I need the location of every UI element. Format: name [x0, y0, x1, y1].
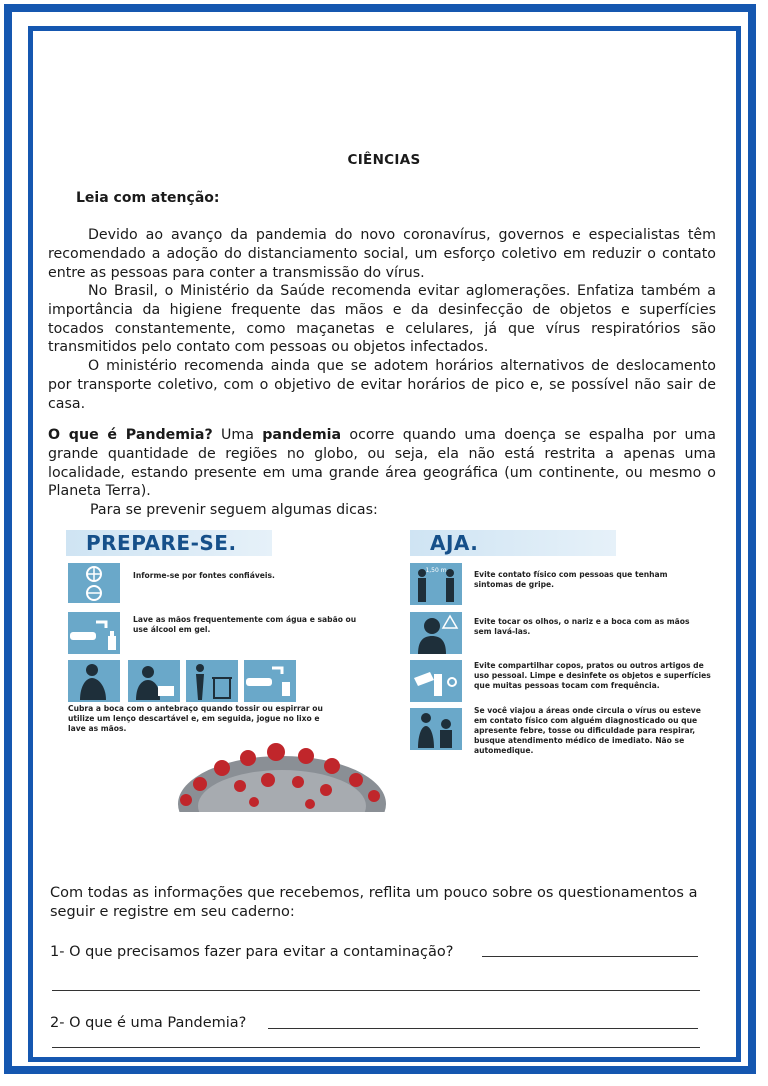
- reflection-intro: Com todas as informações que recebemos, reflita um pouco sobre os questionamentos a seguir e registre em seu caderno:: [50, 885, 698, 920]
- tissue-icon: [128, 660, 180, 702]
- answer-line-1b[interactable]: [52, 990, 700, 991]
- question-1: 1- O que precisamos fazer para evitar a contaminação?: [50, 944, 454, 960]
- info-globe-icon: [68, 563, 120, 603]
- svg-text:1,50 m: 1,50 m: [425, 567, 447, 574]
- tip-inform: Informe-se por fontes confiáveis.: [133, 571, 275, 580]
- reading-instruction: Leia com atenção:: [76, 190, 220, 206]
- answer-line-1a[interactable]: [482, 956, 698, 957]
- face-touch-icon: [410, 612, 462, 654]
- tips-intro: Para se prevenir seguem algumas dicas:: [90, 502, 378, 518]
- pandemia-question: O que é Pandemia?: [48, 427, 213, 443]
- pandemia-definition: O que é Pandemia? Uma pandemia ocorre quando uma doença se espalha por uma grande quantidade de regiões no globo, ou seja, ela não está restrita a apenas uma localidade, estando presente em uma grande área geográfica (um continente, ou mesmo o Planeta Terra).: [48, 427, 716, 500]
- paragraph-2: No Brasil, o Ministério da Saúde recomenda evitar aglomerações. Enfatiza também a importância da higiene frequente das mãos e da desinfecção de objetos e superfícies tocados constantemente, como maçanetas e celulares, já que vírus respiratórios são transmitidos pelo contato com pessoas ou objetos infectados.: [48, 283, 716, 356]
- act-heading: AJA.: [410, 530, 616, 556]
- tip-avoid-contact: Evite contato físico com pessoas que tenham sintomas de gripe.: [474, 570, 668, 589]
- trash-icon: [186, 660, 238, 702]
- answer-line-2b[interactable]: [52, 1047, 700, 1048]
- tip-seek-doctor: Se você viajou a áreas onde circula o vírus ou esteve em contato físico com alguém diagnosticado ou que apresente febre, tosse ou dificuldade para respirar, busque atendimento médico de imediato. Não se automedique.: [474, 706, 701, 755]
- tip-cover-mouth: Cubra a boca com o antebraço quando tossir ou espirrar ou utilize um lenço descartável e, em seguida, jogue no lixo e lave as mãos.: [68, 704, 323, 733]
- question-2: 2- O que é uma Pandemia?: [50, 1015, 247, 1031]
- doctor-icon: [410, 708, 462, 750]
- paragraph-3: O ministério recomenda ainda que se adotem horários alternativos de deslocamento por transporte coletivo, com o objetivo de evitar horários de pico e, se possível não sair de casa.: [48, 358, 716, 412]
- cough-icon: [68, 660, 120, 702]
- hand-sanitize-icon: [244, 660, 296, 702]
- disinfect-icon: [410, 660, 462, 702]
- answer-line-2a[interactable]: [268, 1028, 698, 1029]
- tip-avoid-face: Evite tocar os olhos, o nariz e a boca com as mãos sem lavá-las.: [474, 617, 690, 636]
- hand-wash-icon: [68, 612, 120, 654]
- tip-no-sharing: Evite compartilhar copos, pratos ou outros artigos de uso pessoal. Limpe e desinfete os objetos e superfícies que muitas pessoas tocam com frequência.: [474, 661, 711, 690]
- page-title: CIÊNCIAS: [347, 152, 421, 168]
- prepare-heading: PREPARE-SE.: [66, 530, 272, 556]
- pandemia-keyword: pandemia: [262, 427, 342, 443]
- tip-wash-hands: Lave as mãos frequentemente com água e sabão ou use álcool em gel.: [133, 615, 357, 634]
- paragraph-1: Devido ao avanço da pandemia do novo coronavírus, governos e especialistas têm recomendado a adoção do distanciamento social, um esforço coletivo em reduzir o contato entre as pessoas para conter a transmissão do vírus.: [48, 227, 716, 281]
- distance-icon: [410, 563, 462, 605]
- coronavirus-image: [170, 734, 390, 812]
